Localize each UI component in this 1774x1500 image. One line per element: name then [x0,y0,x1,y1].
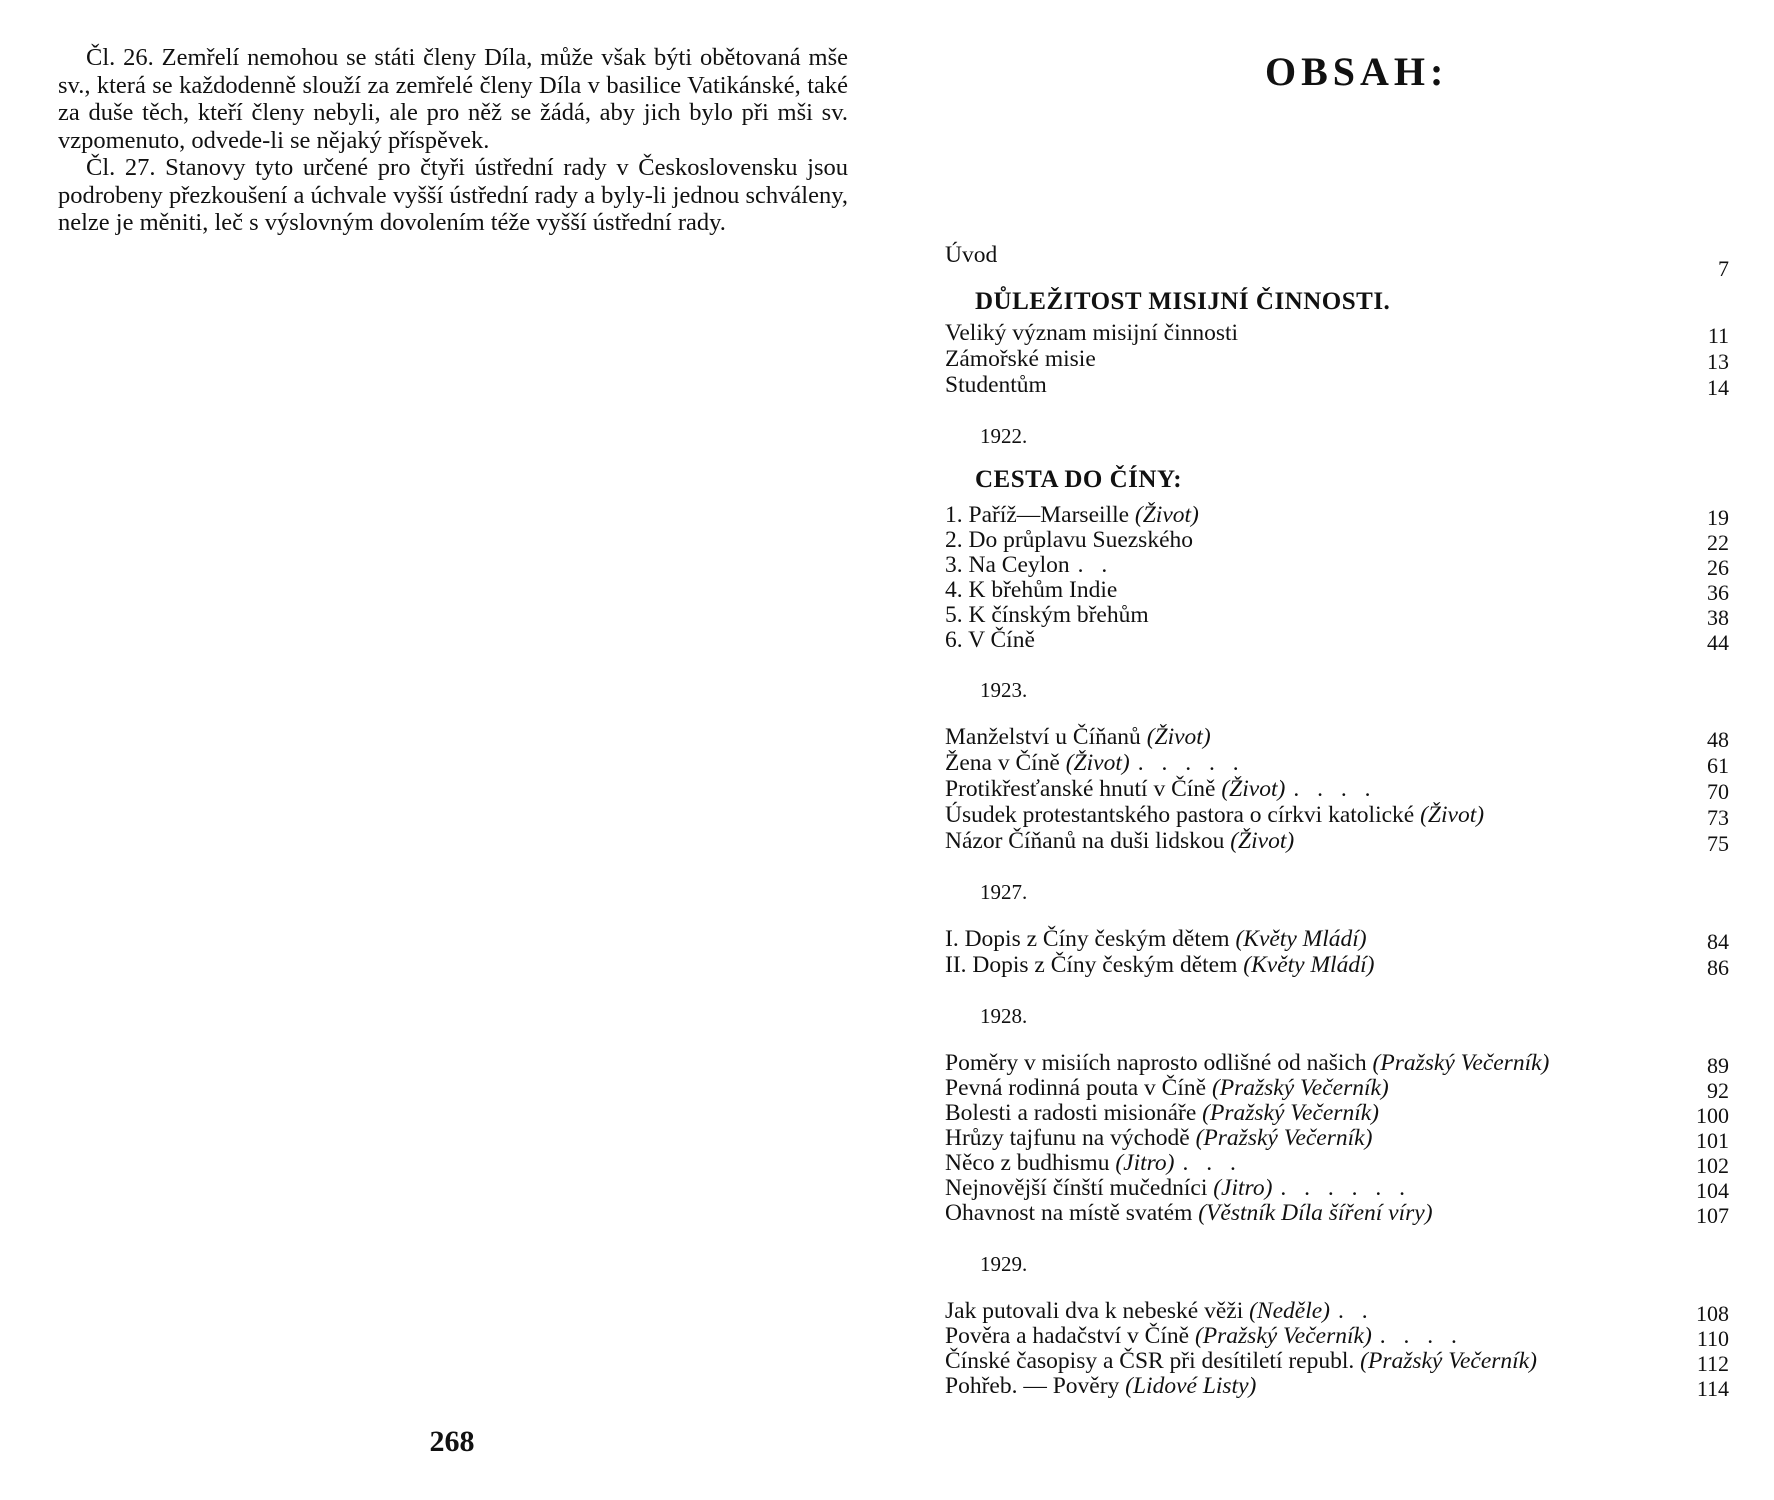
toc-entry [945,320,1729,346]
toc-entry-text: II. Dopis z Číny českým dětem [945,952,1238,978]
toc-entry [945,577,1729,603]
year-label: 1929. [980,1252,1028,1276]
toc-entry-source: (Život) [1146,724,1211,750]
toc-entry-text: Manželství u Číňanů [945,724,1141,750]
toc-entry-text: Bolesti a radosti misionáře [945,1100,1197,1126]
toc-leader-dots: . . . . . [1137,750,1245,776]
toc-entry [945,724,1729,750]
toc-entry [945,1050,1729,1076]
toc-entry [945,1200,1729,1226]
toc-entry [945,1175,1729,1201]
toc-entry-page: 92 [1707,1078,1729,1103]
toc-entry-text: 5. K čínským břehům [945,602,1149,628]
toc-entry-source: (Neděle) [1249,1298,1331,1324]
toc-entry-page: 110 [1696,1326,1729,1351]
toc-entry [945,1298,1729,1324]
article-27-paragraph: Čl. 27. Stanovy tyto určené pro čtyři ústřední rady v Československu jsou podrobeny přezkoušení a úchvale vyšší ústřední rady a byly-li jednou schváleny, nelze je měniti, leč s výslovným dovolením téže vyšší ústřední rady. [58,154,848,236]
toc-leader-dots: . . . . [1293,776,1377,802]
toc-entry [945,1100,1729,1126]
toc-entry-page: 36 [1707,580,1729,605]
toc-entry-source: (Jitro) [1115,1150,1175,1176]
toc-entry-text: Nejnovější čínští mučedníci [945,1175,1208,1201]
toc-entry-page: 114 [1696,1376,1729,1401]
toc-entry [945,552,1729,578]
toc-entry [945,776,1729,802]
toc-entry-text: Veliký význam misijní činnosti [945,320,1239,346]
toc-entry-text: 1. Paříž—Marseille [945,502,1130,528]
toc-entry-page: 89 [1707,1053,1729,1078]
toc-entry [945,1150,1729,1176]
toc-entry-page: 108 [1696,1301,1729,1326]
toc-leader-dots: . . . [1182,1150,1242,1176]
toc-entry [945,372,1729,398]
toc-entry-text: 2. Do průplavu Suezského [945,527,1194,553]
section-heading: CESTA DO ČÍNY: [975,466,1183,493]
toc-entry-text: Úvod [945,242,998,268]
toc-entry [945,1348,1729,1374]
toc-entry-page: 73 [1707,805,1729,830]
toc-entry-page: 86 [1707,955,1729,980]
toc-entry-page: 38 [1707,605,1729,630]
toc-entry-page: 44 [1707,630,1729,655]
toc-entry-text: Pohřeb. — Pověry [945,1373,1120,1399]
toc-leader-dots: . . [1338,1298,1374,1324]
toc-entry-text: 3. Na Ceylon [945,552,1070,578]
year-label: 1928. [980,1004,1028,1028]
toc-entry-source: (Pražský Večerník) [1202,1100,1379,1126]
toc-entry-source: (Květy Mládí) [1243,952,1375,978]
toc-entry-page: 26 [1707,555,1729,580]
toc-entry-page: 7 [1718,256,1729,281]
toc-entry-text: Úsudek protestantského pastora o církvi katolické [945,802,1415,828]
toc-entry-text: Poměry v misiích naprosto odlišné od našich [945,1050,1367,1076]
toc-entry [945,1373,1729,1399]
toc-entry-text: I. Dopis z Číny českým dětem [945,926,1230,952]
toc-entry-page: 107 [1696,1203,1729,1228]
toc-entry-page: 14 [1707,375,1729,400]
toc-entry-page: 22 [1707,530,1729,555]
toc-entry-page: 11 [1707,323,1729,348]
toc-entry-text: 4. K břehům Indie [945,577,1118,603]
page-number: 268 [429,1425,475,1458]
toc-entry-text: Zámořské misie [945,346,1096,372]
toc-entry-page: 104 [1696,1178,1729,1203]
section-heading: DŮLEŽITOST MISIJNÍ ČINNOSTI. [975,288,1391,315]
toc-leader-dots: . . . . [1379,1323,1463,1349]
toc-entry-text: Protikřesťanské hnutí v Číně [945,776,1216,802]
toc-entry-source: (Život) [1420,802,1485,828]
year-label: 1927. [980,880,1028,904]
toc-entry [945,952,1729,978]
toc-entry [945,627,1729,653]
toc-entry-page: 61 [1707,753,1729,778]
toc-title: OBSAH: [1265,49,1449,94]
toc-entry-text: Ohavnost na místě svatém [945,1200,1193,1226]
toc-entry-text: Žena v Číně [945,750,1060,776]
toc-entry-text: Čínské časopisy a ČSR při desítiletí republ. [945,1348,1355,1374]
article-26-paragraph: Čl. 26. Zemřelí nemohou se státi členy Díla, může však býti obětovaná mše sv., která se každodenně slouží za zemřelé členy Díla v basilice Vatikánské, také za duše těch, kteří členy nebyli, ale pro něž se žádá, aby jich bylo při mši sv. vzpomenuto, odvede-li se nějaký příspěvek. [58,44,848,154]
toc-entry-page: 101 [1696,1128,1729,1153]
toc-entry-source: (Květy Mládí) [1235,926,1367,952]
toc-entry-page: 48 [1707,727,1729,752]
toc-entry-source: (Pražský Večerník) [1360,1348,1537,1374]
toc-entry [945,828,1729,854]
toc-entry-text: 6. V Číně [945,627,1035,653]
left-page-text [58,44,848,237]
toc-entry-text: Studentům [945,372,1047,398]
toc-entry-page: 84 [1707,929,1729,954]
toc-entry-source: (Pražský Večerník) [1194,1323,1372,1349]
toc-entry-page: 102 [1696,1153,1729,1178]
toc-entry-source: (Lidové Listy) [1125,1373,1257,1399]
toc-entry-page: 75 [1707,831,1729,856]
toc-entry-text: Názor Číňanů na duši lidskou [945,828,1225,854]
toc-entry [945,750,1729,776]
toc-entry-source: (Život) [1065,750,1130,776]
toc-entry [945,802,1729,828]
toc-entry-page: 19 [1707,505,1729,530]
toc-entry [945,502,1729,528]
toc-entry [945,926,1729,952]
toc-entry [945,527,1729,553]
toc-entry-source: (Život) [1221,776,1286,802]
toc-entry-page: 100 [1696,1103,1729,1128]
toc-entry-source: (Pražský Večerník) [1195,1125,1373,1151]
toc-entry-text: Pověra a hadačství v Číně [945,1323,1190,1349]
toc-entry [945,1125,1729,1151]
toc-leader-dots: . . . . . . [1280,1175,1412,1201]
toc-entry-source: (Pražský Večerník) [1372,1050,1550,1076]
toc-entry-page: 112 [1696,1351,1729,1376]
toc-entry-source: (Život) [1134,502,1199,528]
toc-entry-source: (Věstník Díla šíření víry) [1198,1200,1433,1226]
toc-leader-dots: . . [1077,552,1114,578]
toc-entry [945,1323,1729,1349]
toc-entry [945,602,1729,628]
toc-entry-source: (Jitro) [1213,1175,1273,1201]
toc-entry-page: 70 [1707,779,1729,804]
table-of-contents [945,0,1729,1500]
year-label: 1922. [980,424,1028,448]
toc-entry [945,346,1729,372]
toc-entry-text: Jak putovali dva k nebeské věži [945,1298,1244,1324]
toc-entry-page: 13 [1707,349,1729,374]
toc-entry-text: Hrůzy tajfunu na východě [945,1125,1190,1151]
toc-entry-text: Pevná rodinná pouta v Číně [945,1075,1207,1101]
toc-entry-source: (Život) [1230,828,1295,854]
toc-entry-text: Něco z budhismu [945,1150,1110,1176]
toc-entry-intro [945,242,1729,281]
toc-entry [945,1075,1729,1101]
toc-entry-source: (Pražský Večerník) [1211,1075,1389,1101]
year-label: 1923. [980,678,1028,702]
